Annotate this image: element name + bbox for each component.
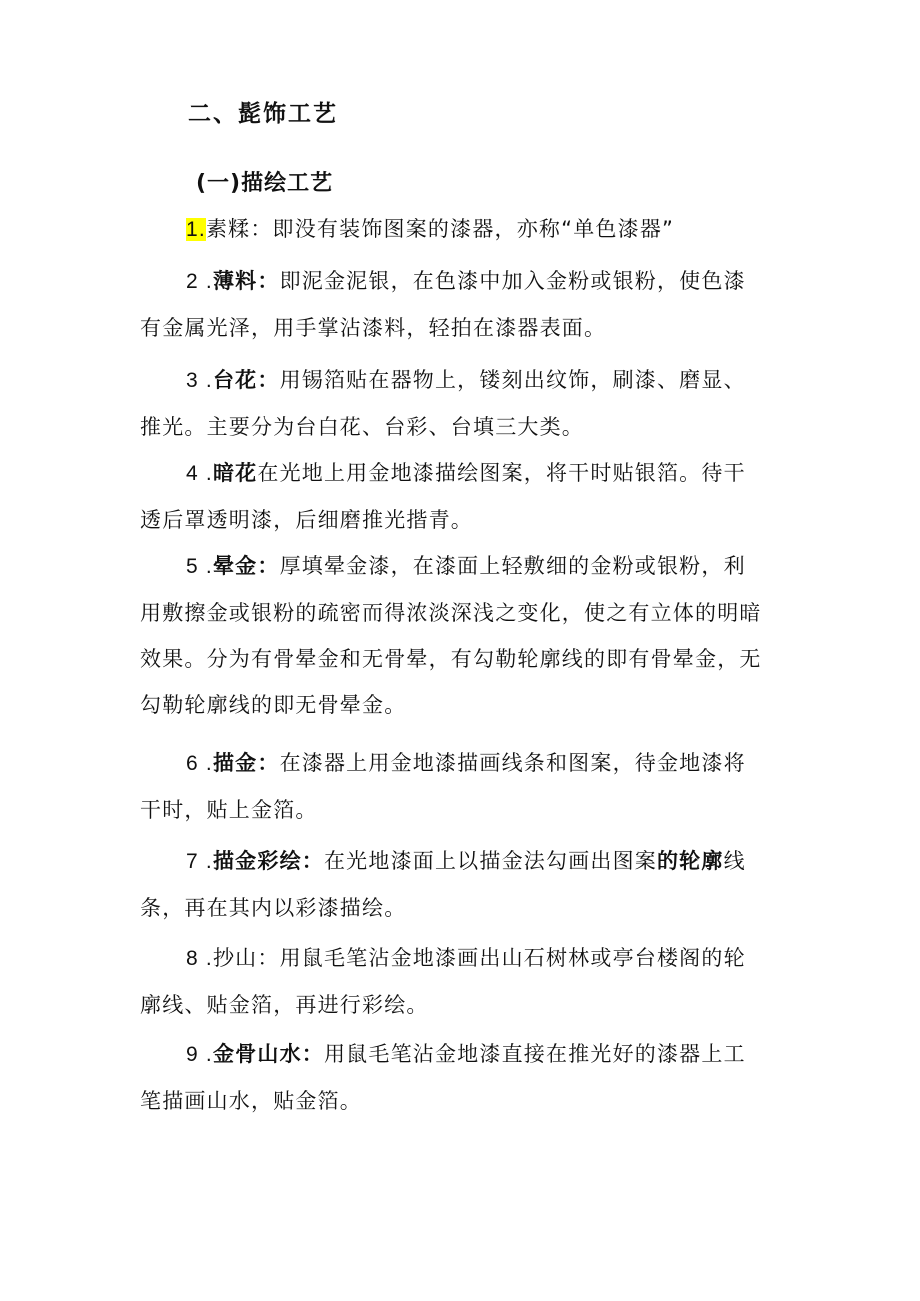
item-text-continued: 干时，贴上金箔。 <box>140 798 318 822</box>
item-text-continued: 廓线、贴金箔，再进行彩绘。 <box>140 993 429 1017</box>
item-text-continued: 有金属光泽，用手掌沾漆料，轻拍在漆器表面。 <box>140 316 607 340</box>
item-text: 在光地漆面上以描金法勾画出图案 <box>323 849 657 873</box>
item-term: 薄料： <box>212 269 280 293</box>
item-text: 线 <box>723 849 746 873</box>
item-text-continued: 勾勒轮廓线的即无骨晕金。 <box>140 693 407 717</box>
item-text-continued: 条，再在其内以彩漆描绘。 <box>140 896 407 920</box>
item-text: 用锡箔贴在器物上，镂刻出纹饰，刷漆、磨显、 <box>279 368 746 392</box>
list-item <box>140 206 780 253</box>
item-number: 3 . <box>186 369 213 392</box>
item-number: 2 . <box>186 270 213 293</box>
item-term: 金骨山水： <box>212 1042 324 1066</box>
item-text: 抄山：用鼠毛笔沾金地漆画出山石树林或亭台楼阁的轮 <box>212 946 746 970</box>
list-item <box>140 357 780 450</box>
item-term: 描金彩绘： <box>212 849 324 873</box>
item-text: 用鼠毛笔沾金地漆直接在推光好的漆器上工 <box>323 1042 746 1066</box>
item-text-bold: 的轮廓 <box>656 849 724 873</box>
list-item <box>140 258 780 351</box>
item-number: 8 . <box>186 947 213 970</box>
item-text-continued: 用敷擦金或银粉的疏密而得浓淡深浅之变化，使之有立体的明暗 <box>140 601 762 625</box>
item-term: 台花： <box>212 368 280 392</box>
item-text-continued: 笔描画山水，贴金箔。 <box>140 1089 362 1113</box>
list-item <box>140 740 780 833</box>
list-item <box>140 450 780 543</box>
item-text-continued: 推光。主要分为台白花、台彩、台填三大类。 <box>140 415 584 439</box>
list-item <box>140 838 780 931</box>
list-item <box>140 935 780 1028</box>
item-term: 暗花 <box>212 461 258 485</box>
item-term: 晕金： <box>212 554 280 578</box>
item-text-continued: 效果。分为有骨晕金和无骨晕，有勾勒轮廓线的即有骨晕金，无 <box>140 647 762 671</box>
item-text: 即泥金泥银，在色漆中加入金粉或银粉，使色漆 <box>279 269 746 293</box>
item-number: 9 . <box>186 1043 213 1066</box>
item-text: 素糅：即没有装饰图案的漆器，亦称“单色漆器” <box>205 217 675 241</box>
item-text-continued: 透后罩透明漆，后细磨推光揩青。 <box>140 508 473 532</box>
item-number: 7 . <box>186 850 213 873</box>
item-number-highlighted: 1. <box>186 218 206 241</box>
item-term: 描金： <box>212 751 280 775</box>
subsection-title: (一)描绘工艺 <box>196 171 334 196</box>
item-text: 在光地上用金地漆描绘图案，将干时贴银箔。待干 <box>257 461 746 485</box>
item-number: 5 . <box>186 555 213 578</box>
list-item <box>140 543 780 728</box>
item-number: 6 . <box>186 752 213 775</box>
list-item <box>140 1031 780 1124</box>
section-title: 二、髭饰工艺 <box>188 101 338 127</box>
item-number: 4 . <box>186 462 213 485</box>
item-text: 在漆器上用金地漆描画线条和图案，待金地漆将 <box>279 751 746 775</box>
item-text: 厚填晕金漆，在漆面上轻敷细的金粉或银粉，利 <box>279 554 746 578</box>
